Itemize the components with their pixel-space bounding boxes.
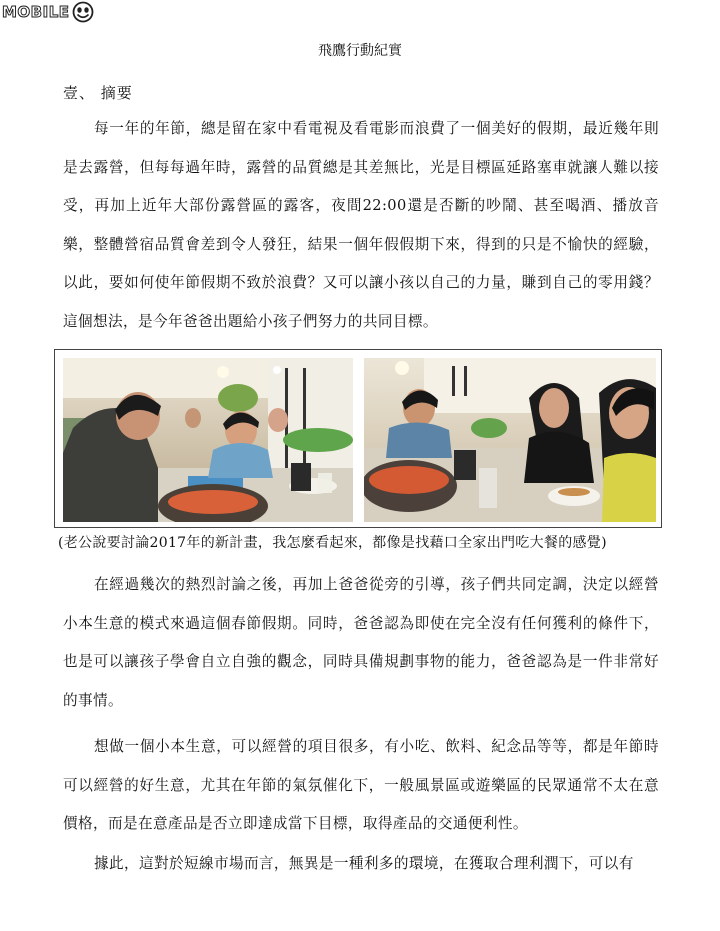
paragraph-business-ideas: 想做一個小本生意，可以經營的項目很多，有小吃、飲料、紀念品等等，都是年節時可以經營的好生意，尤其在年節的氣氛催化下，一般風景區或遊樂區的民眾通常不太在意價格，而是在意產品是否立即達成當下目標，取得產品的交通便利性。 xyxy=(63,738,659,832)
family-dinner-photo-left xyxy=(63,358,353,522)
family-dinner-photo-right xyxy=(364,358,656,522)
paragraph-discussion: 在經過幾次的熱烈討論之後，再加上爸爸從旁的引導，孩子們共同定調，決定以經營小本生意的模式來過這個春節假期。同時，爸爸認為即使在完全沒有任何獲利的條件下，也是可以讓孩子學會自立自強的觀念，同時具備規劃事物的能力，爸爸認為是一件非常好的事情。 xyxy=(63,576,659,709)
mobile01-logo xyxy=(2,1,95,23)
smiley-face-icon xyxy=(71,1,95,23)
paragraph-intro: 每一年的年節，總是留在家中看電視及看電影而浪費了一個美好的假期，最近幾年則是去露營，但每每過年時，露營的品質總是其差無比，光是目標區延路塞車就讓人難以接受，再加上近年大部份露營區的露客，夜間22:00還是否斷的吵鬧、甚至喝酒、播放音樂，整體營宿品質會差到令人發狂，結果一個年假假期下來，得到的只是不愉快的經驗，以此，要如何使年節假期不致於浪費？又可以讓小孩以自己的力量，賺到自己的零用錢？這個想法，是今年爸爸出題給小孩子們努力的共同目標。 xyxy=(63,120,659,330)
photo-caption: (老公說要討論2017年的新計畫，我怎麼看起來，都像是找藉口全家出門吃大餐的感覺) xyxy=(58,535,607,551)
photo-frame xyxy=(54,349,662,528)
paragraph-market: 據此，這對於短線市場而言，無異是一種利多的環境，在獲取合理利潤下，可以有 xyxy=(94,855,634,872)
section-heading: 壹、 摘要 xyxy=(63,84,133,102)
document-title: 飛鷹行動紀實 xyxy=(318,43,402,59)
logo-text: MOBILE xyxy=(2,3,70,21)
